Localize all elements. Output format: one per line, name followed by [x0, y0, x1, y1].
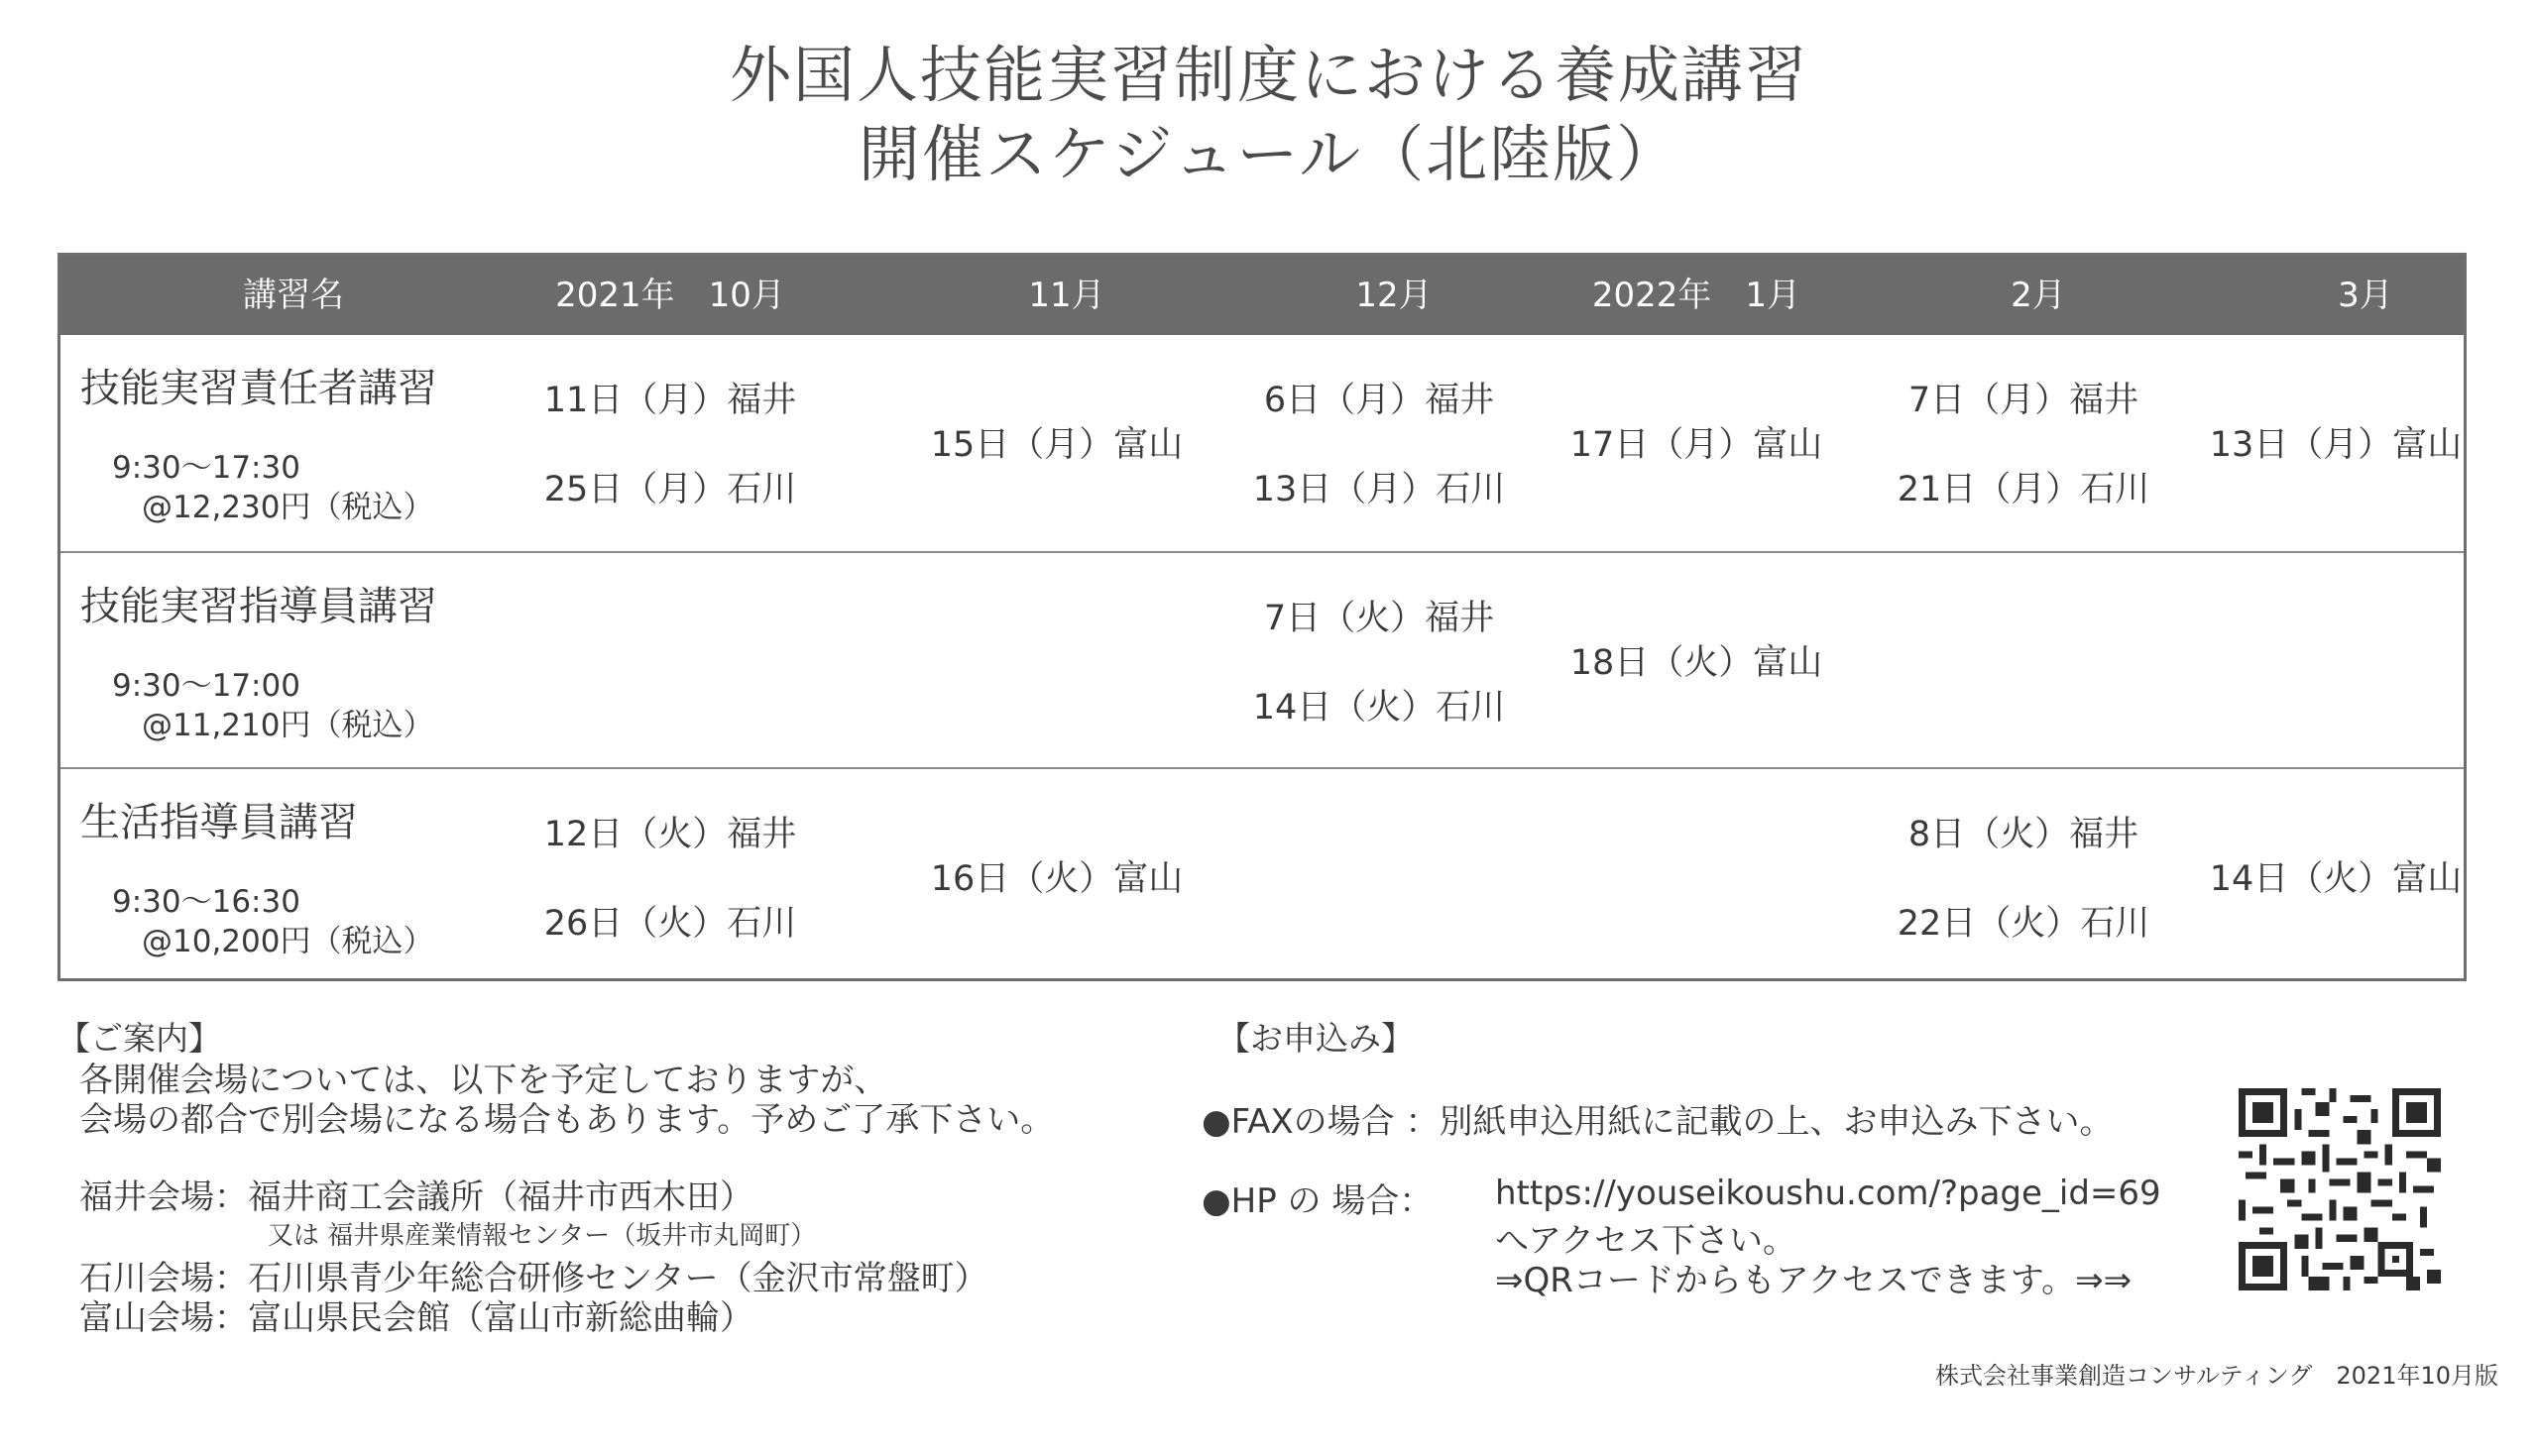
header-jan-2022: 2022年 1月	[1591, 276, 1801, 315]
course-time: 9:30～17:30	[112, 450, 300, 486]
page-subtitle: 開催スケジュール（北陸版）	[858, 118, 1680, 190]
venue-toyama: 富山会場：富山県民会館（富山市新総曲輪）	[79, 1298, 753, 1338]
apply-heading: 【お申込み】	[1217, 1019, 1414, 1058]
header-dec: 12月	[1355, 276, 1433, 315]
session-mar-1: 14日（火）富山	[2209, 859, 2463, 899]
session-feb-2: 22日（火）石川	[1897, 904, 2150, 944]
venue-fukui: 福井会場：福井商工会議所（福井市西木田）	[79, 1177, 753, 1217]
session-oct-1: 12日（火）福井	[543, 815, 797, 854]
table-row	[60, 767, 2464, 981]
guide-line-1: 各開催会場については、以下を予定しておりますが、	[79, 1061, 888, 1100]
apply-url-link[interactable]: https://youseikoushu.com/?page_id=69	[1495, 1174, 2161, 1213]
header-mar: 3月	[2338, 276, 2393, 315]
session-dec-1: 7日（火）福井	[1263, 599, 1495, 638]
course-price: @11,210円（税込）	[142, 708, 434, 743]
session-oct-2: 25日（月）石川	[543, 470, 797, 509]
session-oct-1: 11日（月）福井	[543, 381, 797, 420]
table-header	[60, 256, 2464, 335]
session-mar-1: 13日（月）富山	[2209, 425, 2463, 465]
session-dec-2: 13日（月）石川	[1252, 470, 1506, 509]
course-name: 生活指導員講習	[80, 800, 358, 845]
apply-access-text: へアクセス下さい。	[1495, 1221, 1796, 1261]
session-dec-1: 6日（月）福井	[1263, 381, 1495, 420]
header-nov: 11月	[1028, 276, 1105, 315]
session-dec-2: 14日（火）石川	[1252, 688, 1506, 728]
session-jan-1: 18日（火）富山	[1569, 643, 1823, 683]
session-feb-1: 8日（火）福井	[1907, 815, 2139, 854]
session-feb-2: 21日（月）石川	[1897, 470, 2150, 509]
table-row	[60, 335, 2464, 551]
table-row	[60, 551, 2464, 767]
apply-qr-text: ⇒QRコードからもアクセスできます。⇒⇒	[1495, 1261, 2133, 1300]
session-oct-2: 26日（火）石川	[543, 904, 797, 944]
venue-fukui-alt: 又は 福井県産業情報センター（坂井市丸岡町）	[268, 1221, 817, 1251]
session-jan-1: 17日（月）富山	[1569, 425, 1823, 465]
footer-credit: 株式会社事業創造コンサルティング 2021年10月版	[1934, 1362, 2498, 1390]
header-feb: 2月	[2011, 276, 2066, 315]
schedule-table	[58, 253, 2467, 981]
apply-hp-label: ●HP の 場合：	[1202, 1181, 1434, 1221]
session-feb-1: 7日（月）福井	[1907, 381, 2139, 420]
header-course-name: 講習名	[243, 276, 344, 315]
qr-code-icon[interactable]	[2239, 1088, 2441, 1290]
guide-heading: 【ご案内】	[58, 1019, 221, 1058]
course-price: @10,200円（税込）	[142, 924, 434, 959]
page-title: 外国人技能実習制度における養成講習	[729, 39, 1808, 111]
course-name: 技能実習指導員講習	[80, 584, 437, 629]
guide-line-2: 会場の都合で別会場になる場合もあります。予めご了承下さい。	[79, 1100, 1055, 1140]
apply-fax: ●FAXの場合 ：別紙申込用紙に記載の上、お申込み下さい。	[1202, 1102, 2114, 1142]
venue-ishikawa: 石川会場：石川県青少年総合研修センター（金沢市常盤町）	[79, 1259, 988, 1298]
course-name: 技能実習責任者講習	[80, 366, 437, 411]
course-price: @12,230円（税込）	[142, 490, 434, 525]
session-nov-1: 15日（月）富山	[930, 425, 1184, 465]
session-nov-1: 16日（火）富山	[930, 859, 1184, 899]
course-time: 9:30～17:00	[112, 668, 300, 704]
course-time: 9:30～16:30	[112, 884, 300, 920]
header-oct-2021: 2021年 10月	[555, 276, 785, 315]
